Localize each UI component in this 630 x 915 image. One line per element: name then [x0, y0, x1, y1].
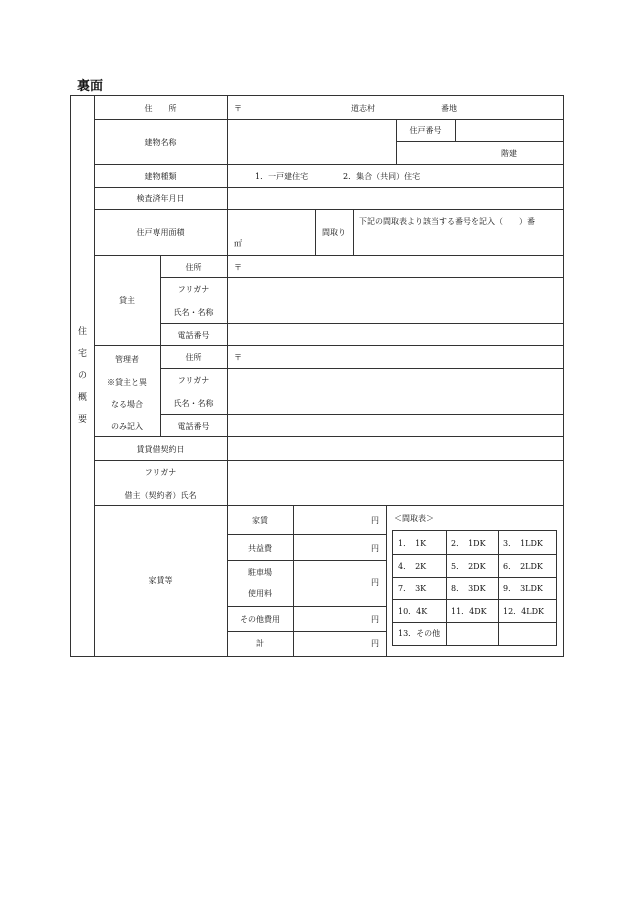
madori-label: 間取り [322, 228, 346, 237]
building-type-option-collective: 2．集合（共同）住宅 [343, 172, 421, 181]
madori-table-row-line [393, 622, 556, 623]
side-title-char: 住 [77, 327, 87, 337]
grid-line [94, 255, 563, 256]
inspection-date-label: 検査済年月日 [136, 194, 185, 203]
side-title-char: の [77, 371, 87, 381]
madori-cell: 11．4DK [451, 607, 487, 616]
rent-item-unit: 円 [371, 544, 379, 553]
grid-line [396, 141, 563, 142]
grid-line [227, 631, 386, 632]
rent-item-label: 家賃 [252, 516, 268, 525]
grid-line [94, 164, 563, 165]
manager-note-line: ※貸主と異 [107, 378, 147, 387]
madori-cell: 2． 1DK [451, 539, 486, 548]
madori-table [392, 530, 557, 646]
rent-label: 家賃等 [148, 576, 173, 585]
rent-item-label-line2: 使用料 [248, 589, 272, 598]
address-banchi: 番地 [441, 104, 457, 113]
grid-line [227, 96, 228, 505]
madori-table-row-line [393, 577, 556, 578]
landlord-furigana-label: フリガナ [177, 285, 210, 294]
unit-number-label: 住戸番号 [409, 126, 442, 135]
tenant-name-label: 借主（契約者）氏名 [124, 491, 197, 500]
landlord-address-label: 住所 [185, 263, 202, 272]
madori-cell: 3． 1LDK [503, 539, 543, 548]
madori-cell: 10．4K [398, 607, 428, 616]
manager-postal-mark: 〒 [234, 353, 242, 362]
madori-table-row-line [393, 599, 556, 600]
manager-name-label: 氏名・名称 [173, 399, 214, 408]
building-type-option-detached: 1．一戸建住宅 [255, 172, 309, 181]
madori-cell: 6． 2LDK [503, 562, 543, 571]
landlord-phone-label: 電話番号 [177, 331, 210, 340]
side-title-char: 要 [77, 415, 87, 425]
grid-line [94, 436, 563, 437]
side-title-char: 宅 [77, 349, 87, 359]
rent-item-label: 駐車場 [248, 568, 272, 577]
grid-line [227, 505, 228, 656]
grid-line [160, 414, 563, 415]
grid-line [160, 368, 563, 369]
building-name-label: 建物名称 [144, 138, 177, 147]
floor-area-label: 住戸専用面積 [136, 228, 185, 237]
grid-line [227, 560, 386, 561]
madori-table-row-line [393, 554, 556, 555]
grid-line [94, 187, 563, 188]
grid-line [94, 345, 563, 346]
grid-line [455, 119, 456, 141]
rent-item-unit: 円 [371, 615, 379, 624]
page-heading: 裏面 [77, 79, 104, 94]
side-title [71, 321, 94, 431]
grid-line [386, 505, 387, 656]
manager-phone-label: 電話番号 [177, 422, 210, 431]
manager-label: 管理者 [115, 355, 139, 364]
grid-line [94, 460, 563, 461]
address-postal-mark: 〒 [234, 104, 242, 113]
grid-line [94, 209, 563, 210]
grid-line [160, 323, 563, 324]
grid-line [94, 505, 563, 506]
floor-area-unit: ㎡ [234, 239, 242, 248]
landlord-label: 貸主 [119, 296, 135, 305]
address-label: 住 所 [144, 104, 177, 113]
rent-item-unit: 円 [371, 516, 379, 525]
madori-cell: 4． 2K [398, 562, 427, 571]
rent-item-label: その他費用 [240, 615, 280, 624]
grid-line [94, 119, 563, 120]
landlord-postal-mark: 〒 [234, 263, 242, 272]
grid-line [227, 534, 386, 535]
floor-suffix: 階建 [501, 149, 517, 158]
madori-table-col-line [446, 531, 447, 645]
madori-cell: 5． 2DK [451, 562, 486, 571]
madori-cell: 8． 3DK [451, 584, 486, 593]
madori-cell: 13．その他 [398, 629, 441, 638]
madori-cell: 1． 1K [398, 539, 427, 548]
madori-cell: 12．4LDK [503, 607, 544, 616]
manager-note-line: なる場合 [111, 400, 143, 409]
housing-overview-form [70, 95, 564, 657]
rent-item-label: 共益費 [248, 544, 272, 553]
address-village: 道志村 [351, 104, 375, 113]
side-title-char: 概 [77, 393, 87, 403]
madori-cell: 7． 3K [398, 584, 427, 593]
rent-item-label: 計 [256, 639, 264, 648]
building-type-label: 建物種類 [144, 172, 177, 181]
grid-line [227, 606, 386, 607]
manager-furigana-label: フリガナ [177, 376, 210, 385]
rent-item-unit: 円 [371, 639, 379, 648]
contract-date-label: 賃貸借契約日 [136, 445, 185, 454]
madori-cell: 9． 3LDK [503, 584, 543, 593]
grid-line [160, 277, 563, 278]
madori-table-col-line [498, 531, 499, 645]
madori-table-title: ＜間取表＞ [394, 514, 434, 523]
madori-note: 下記の間取表より該当する番号を記入（ ）番 [359, 217, 535, 226]
landlord-name-label: 氏名・名称 [173, 308, 214, 317]
grid-line [353, 209, 354, 255]
rent-item-unit: 円 [371, 578, 379, 587]
manager-note-line: のみ記入 [111, 422, 143, 431]
manager-address-label: 住所 [185, 353, 202, 362]
tenant-furigana-label: フリガナ [144, 468, 177, 477]
